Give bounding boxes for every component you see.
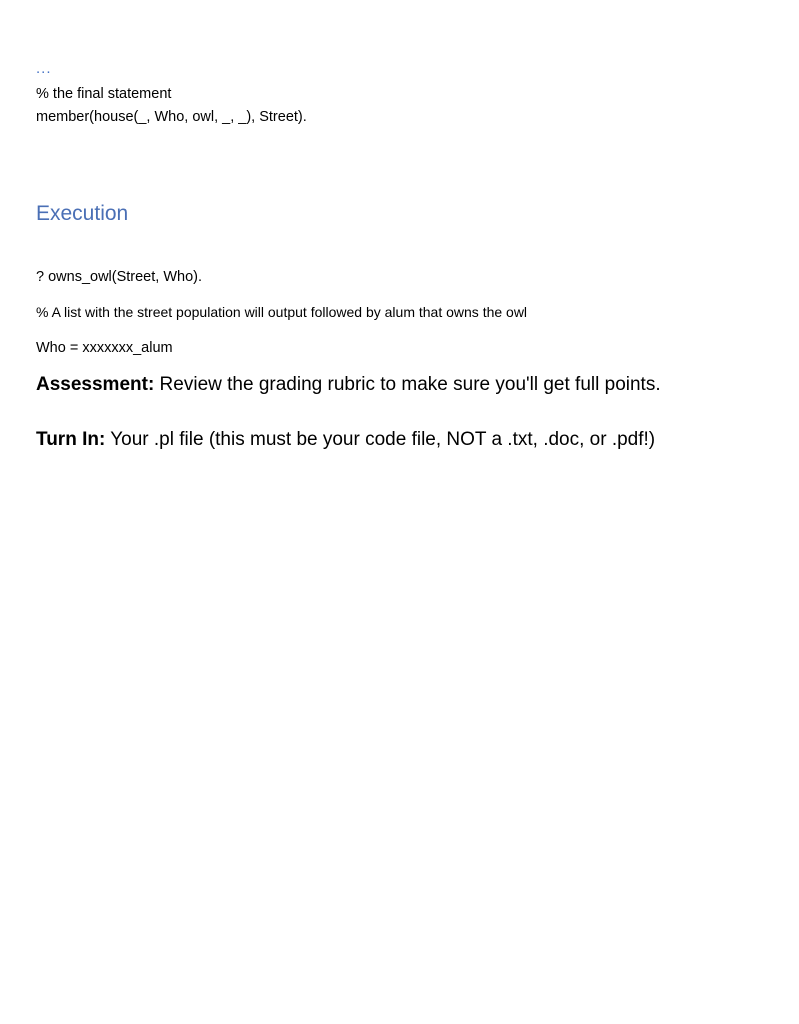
- assessment-label: Assessment:: [36, 374, 155, 395]
- execution-comment: % A list with the street population will output followed by alum that owns the owl: [36, 304, 528, 320]
- ellipsis-text: ...: [36, 60, 52, 77]
- execution-heading: Execution: [36, 202, 129, 225]
- turnin-paragraph: [36, 428, 655, 452]
- execution-result: Who = xxxxxxx_alum: [36, 340, 173, 356]
- code-comment: % the final statement: [36, 86, 172, 102]
- code-statement: member(house(_, Who, owl, _, _), Street).: [36, 109, 307, 125]
- turnin-text: Your .pl file (this must be your code file, NOT a .txt, .doc, or .pdf!): [105, 429, 656, 450]
- turnin-label: Turn In:: [36, 429, 106, 450]
- assessment-text: Review the grading rubric to make sure you'll get full points.: [154, 374, 661, 395]
- execution-query: ? owns_owl(Street, Who).: [36, 269, 203, 285]
- assessment-paragraph: [36, 373, 661, 397]
